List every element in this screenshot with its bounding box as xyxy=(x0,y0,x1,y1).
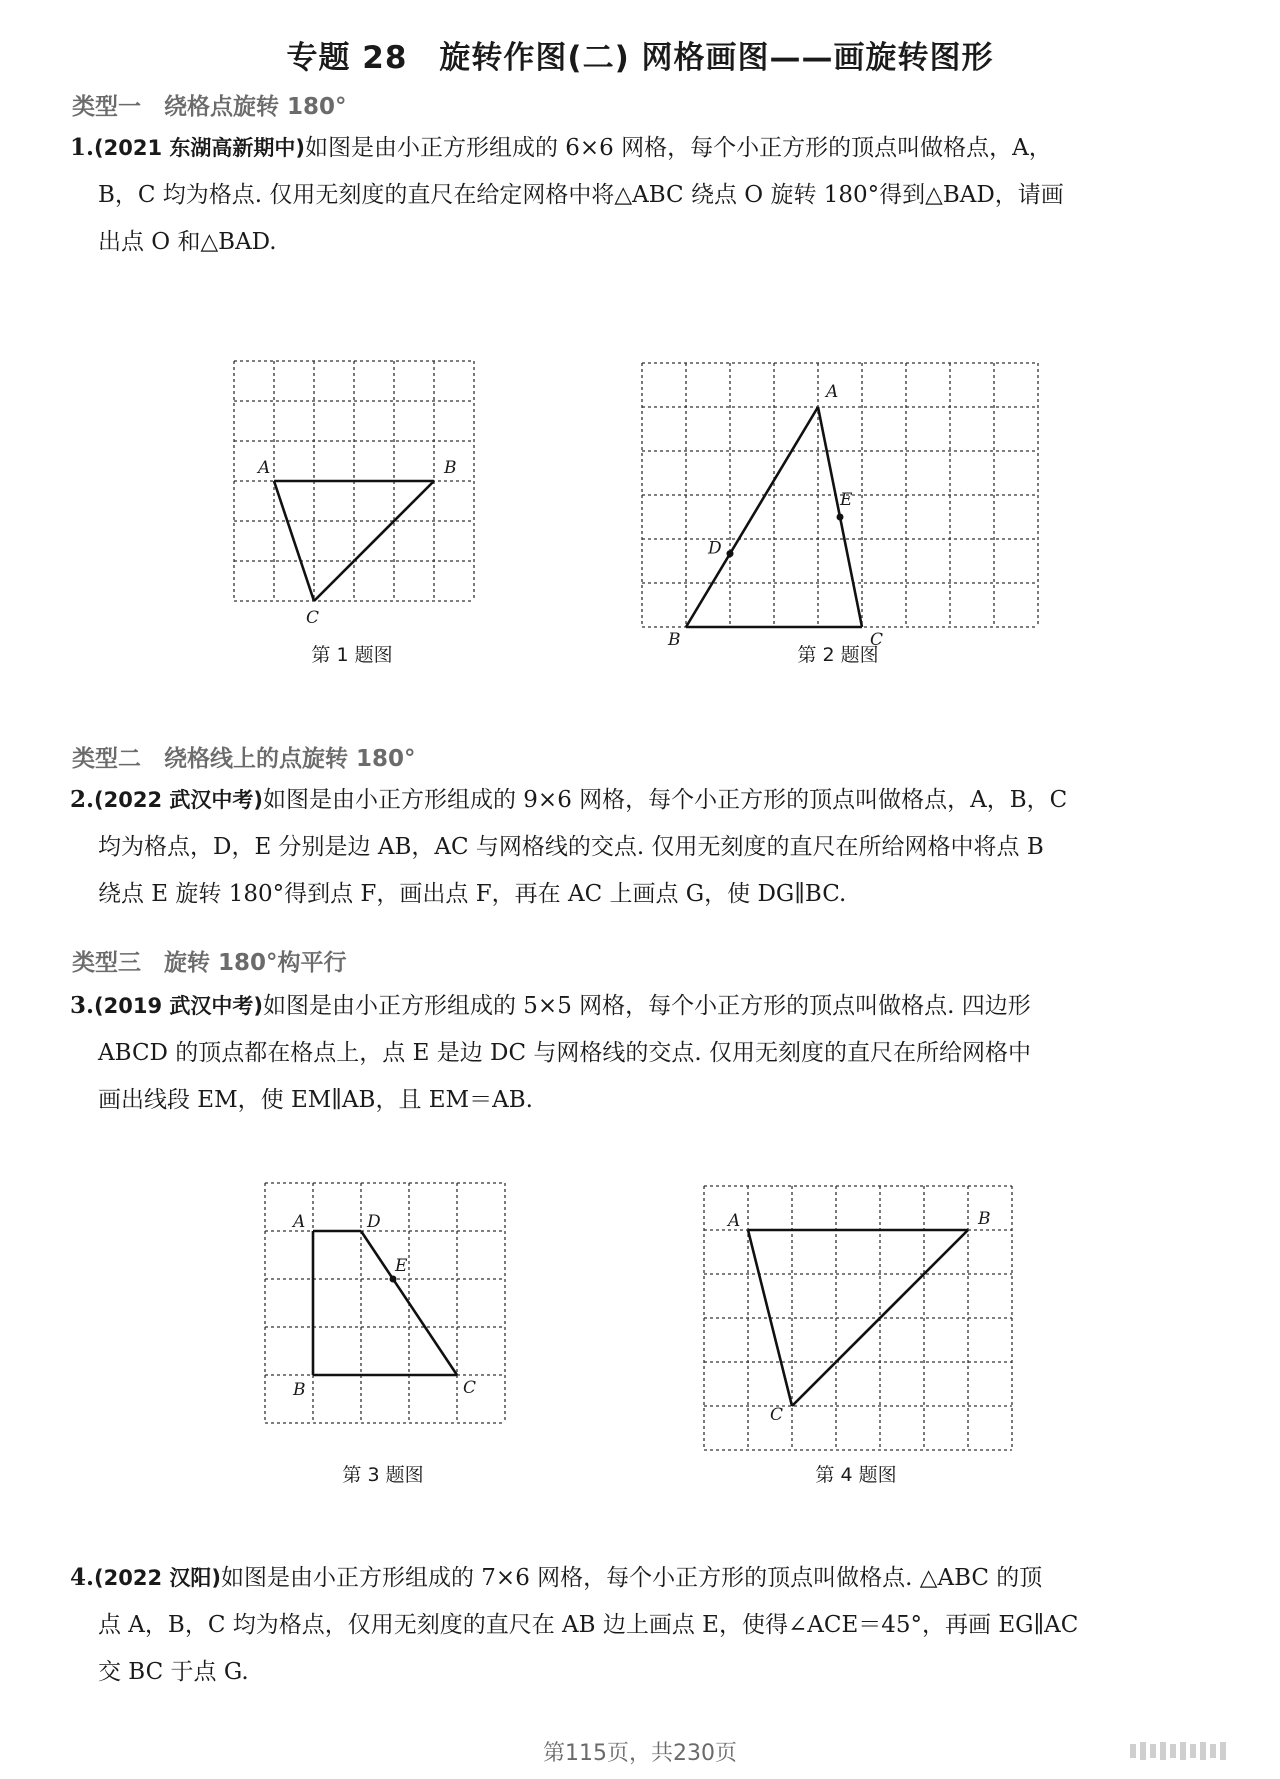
section-heading-2: 类型二 绕格线上的点旋转 180° xyxy=(72,746,416,772)
point-label-E: E xyxy=(840,490,853,510)
point-label-E: E xyxy=(395,1256,408,1276)
page-strip-icon xyxy=(1130,1740,1250,1762)
segment-BC xyxy=(314,481,434,601)
figure-1 xyxy=(232,359,476,628)
problem-text-line: 绕点 E 旋转 180°得到点 F，画出点 F，再在 AC 上画点 G，使 DG∥BC. xyxy=(98,881,847,907)
point-label-A: A xyxy=(293,1212,306,1232)
point-D-dot xyxy=(727,550,734,557)
point-label-B: B xyxy=(444,458,457,478)
problem-number: 1. xyxy=(70,134,95,161)
f1-grid-svg xyxy=(232,359,476,628)
problem-source: (2021 东湖高新期中) xyxy=(94,136,305,160)
problem-source: (2022 武汉中考) xyxy=(94,788,263,812)
point-label-B: B xyxy=(293,1380,306,1400)
f2-grid-svg xyxy=(640,361,1040,650)
point-label-A: A xyxy=(258,458,271,478)
figure-4-caption: 第 4 题图 xyxy=(815,1464,897,1486)
f4-grid-svg xyxy=(702,1184,1014,1452)
point-label-B: B xyxy=(978,1209,991,1229)
problem-number: 2. xyxy=(70,786,95,813)
figure-3-caption: 第 3 题图 xyxy=(342,1464,424,1486)
segment-CA xyxy=(274,481,314,601)
figure-1-caption: 第 1 题图 xyxy=(311,644,393,666)
point-label-B: B xyxy=(668,630,681,650)
figure-3 xyxy=(263,1181,507,1429)
problem-text-line: 如图是由小正方形组成的 6×6 网格，每个小正方形的顶点叫做格点，A， xyxy=(304,135,1052,161)
f3-grid-svg xyxy=(263,1181,507,1425)
section-heading-3: 类型三 旋转 180°构平行 xyxy=(72,950,347,976)
problem-3 xyxy=(70,982,1210,1124)
figure-4 xyxy=(702,1184,1014,1456)
problem-text-line: 如图是由小正方形组成的 9×6 网格，每个小正方形的顶点叫做格点，A，B，C xyxy=(262,787,1068,813)
point-label-C: C xyxy=(770,1405,784,1425)
problem-text-line: 均为格点，D，E 分别是边 AB，AC 与网格线的交点. 仅用无刻度的直尺在所给网格中将点 B xyxy=(98,834,1044,860)
problem-text-line: B，C 均为格点. 仅用无刻度的直尺在给定网格中将△ABC 绕点 O 旋转 180°得到△BAD，请画 xyxy=(98,182,1064,208)
problem-text-line: 出点 O 和△BAD. xyxy=(98,229,277,255)
problem-text-line: 点 A，B，C 均为格点，仅用无刻度的直尺在 AB 边上画点 E，使得∠ACE＝45°，再画 EG∥AC xyxy=(98,1612,1079,1638)
point-label-A: A xyxy=(826,382,839,402)
point-label-C: C xyxy=(870,630,884,650)
point-label-A: A xyxy=(728,1211,741,1231)
problem-text-line: 如图是由小正方形组成的 5×5 网格，每个小正方形的顶点叫做格点. 四边形 xyxy=(262,993,1031,1019)
point-E-dot xyxy=(390,1276,397,1283)
problem-number: 4. xyxy=(70,1564,95,1591)
figure-2-caption: 第 2 题图 xyxy=(797,644,879,666)
problem-2 xyxy=(70,776,1210,918)
figure-2 xyxy=(640,361,1040,650)
point-E-dot xyxy=(837,514,844,521)
problem-source: (2022 汉阳) xyxy=(94,1566,221,1590)
point-label-C: C xyxy=(306,608,320,628)
segment-AB xyxy=(686,407,818,627)
problem-text-line: 交 BC 于点 G. xyxy=(98,1659,249,1685)
problem-source: (2019 武汉中考) xyxy=(94,994,263,1018)
page-title: 专题 28 旋转作图(二) 网格画图——画旋转图形 xyxy=(286,40,994,76)
problem-4 xyxy=(70,1554,1210,1696)
problem-text-line: ABCD 的顶点都在格点上，点 E 是边 DC 与网格线的交点. 仅用无刻度的直尺在所给网格中 xyxy=(98,1040,1031,1066)
point-label-D: D xyxy=(708,538,722,559)
point-label-C: C xyxy=(463,1378,477,1398)
problem-number: 3. xyxy=(70,992,95,1019)
problem-text-line: 画出线段 EM，使 EM∥AB，且 EM＝AB. xyxy=(98,1087,533,1113)
page-indicator: 第115页，共230页 xyxy=(543,1741,737,1766)
point-label-D: D xyxy=(367,1212,381,1232)
problem-text-line: 如图是由小正方形组成的 7×6 网格，每个小正方形的顶点叫做格点. △ABC 的顶 xyxy=(220,1565,1043,1591)
problem-1 xyxy=(70,124,1210,266)
section-heading-1: 类型一 绕格点旋转 180° xyxy=(72,94,347,120)
